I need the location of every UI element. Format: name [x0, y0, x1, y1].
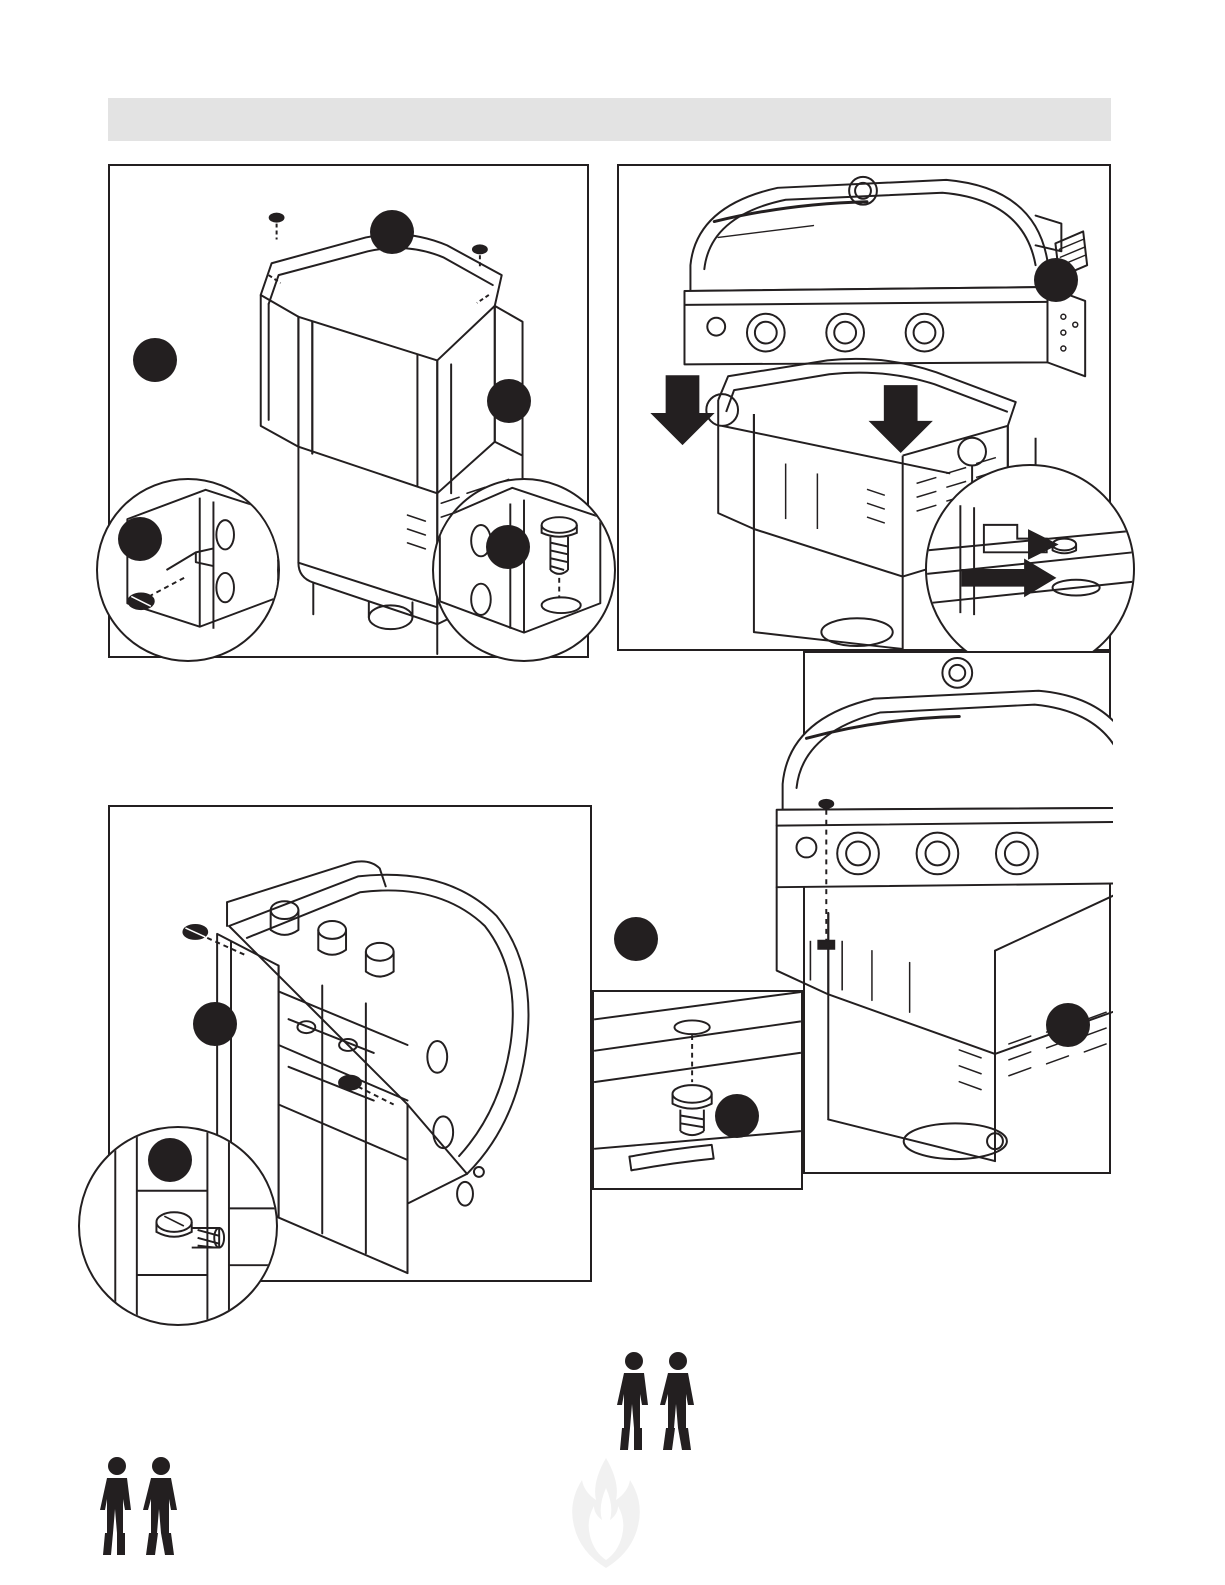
callout-panel4-a: [193, 1002, 237, 1046]
page-header-bar: [108, 98, 1111, 141]
detail-circle-slot-hook: [925, 464, 1135, 674]
flame-logo-icon: [566, 1458, 646, 1568]
callout-panel3-b: [1046, 1003, 1090, 1047]
screw-detail-illustration: [594, 992, 801, 1188]
callout-panel1-e: [486, 525, 530, 569]
callout-panel5-a: [715, 1094, 759, 1138]
callout-panel2-a: [1034, 258, 1078, 302]
callout-panel4-b: [148, 1138, 192, 1182]
callout-panel1-d: [118, 517, 162, 561]
panel-firebox-secured: [803, 651, 1111, 1174]
two-person-assembly-icon-right: [612, 1350, 712, 1455]
callout-panel3-a: [614, 917, 658, 961]
callout-panel1-a: [370, 210, 414, 254]
callout-panel1-b: [133, 338, 177, 382]
detail-circle-screw-left: [96, 478, 280, 662]
two-person-assembly-icon-left: [95, 1455, 195, 1560]
panel-screw-detail: [592, 990, 803, 1190]
callout-panel1-c: [487, 379, 531, 423]
detail-circle-screw-right: [432, 478, 616, 662]
